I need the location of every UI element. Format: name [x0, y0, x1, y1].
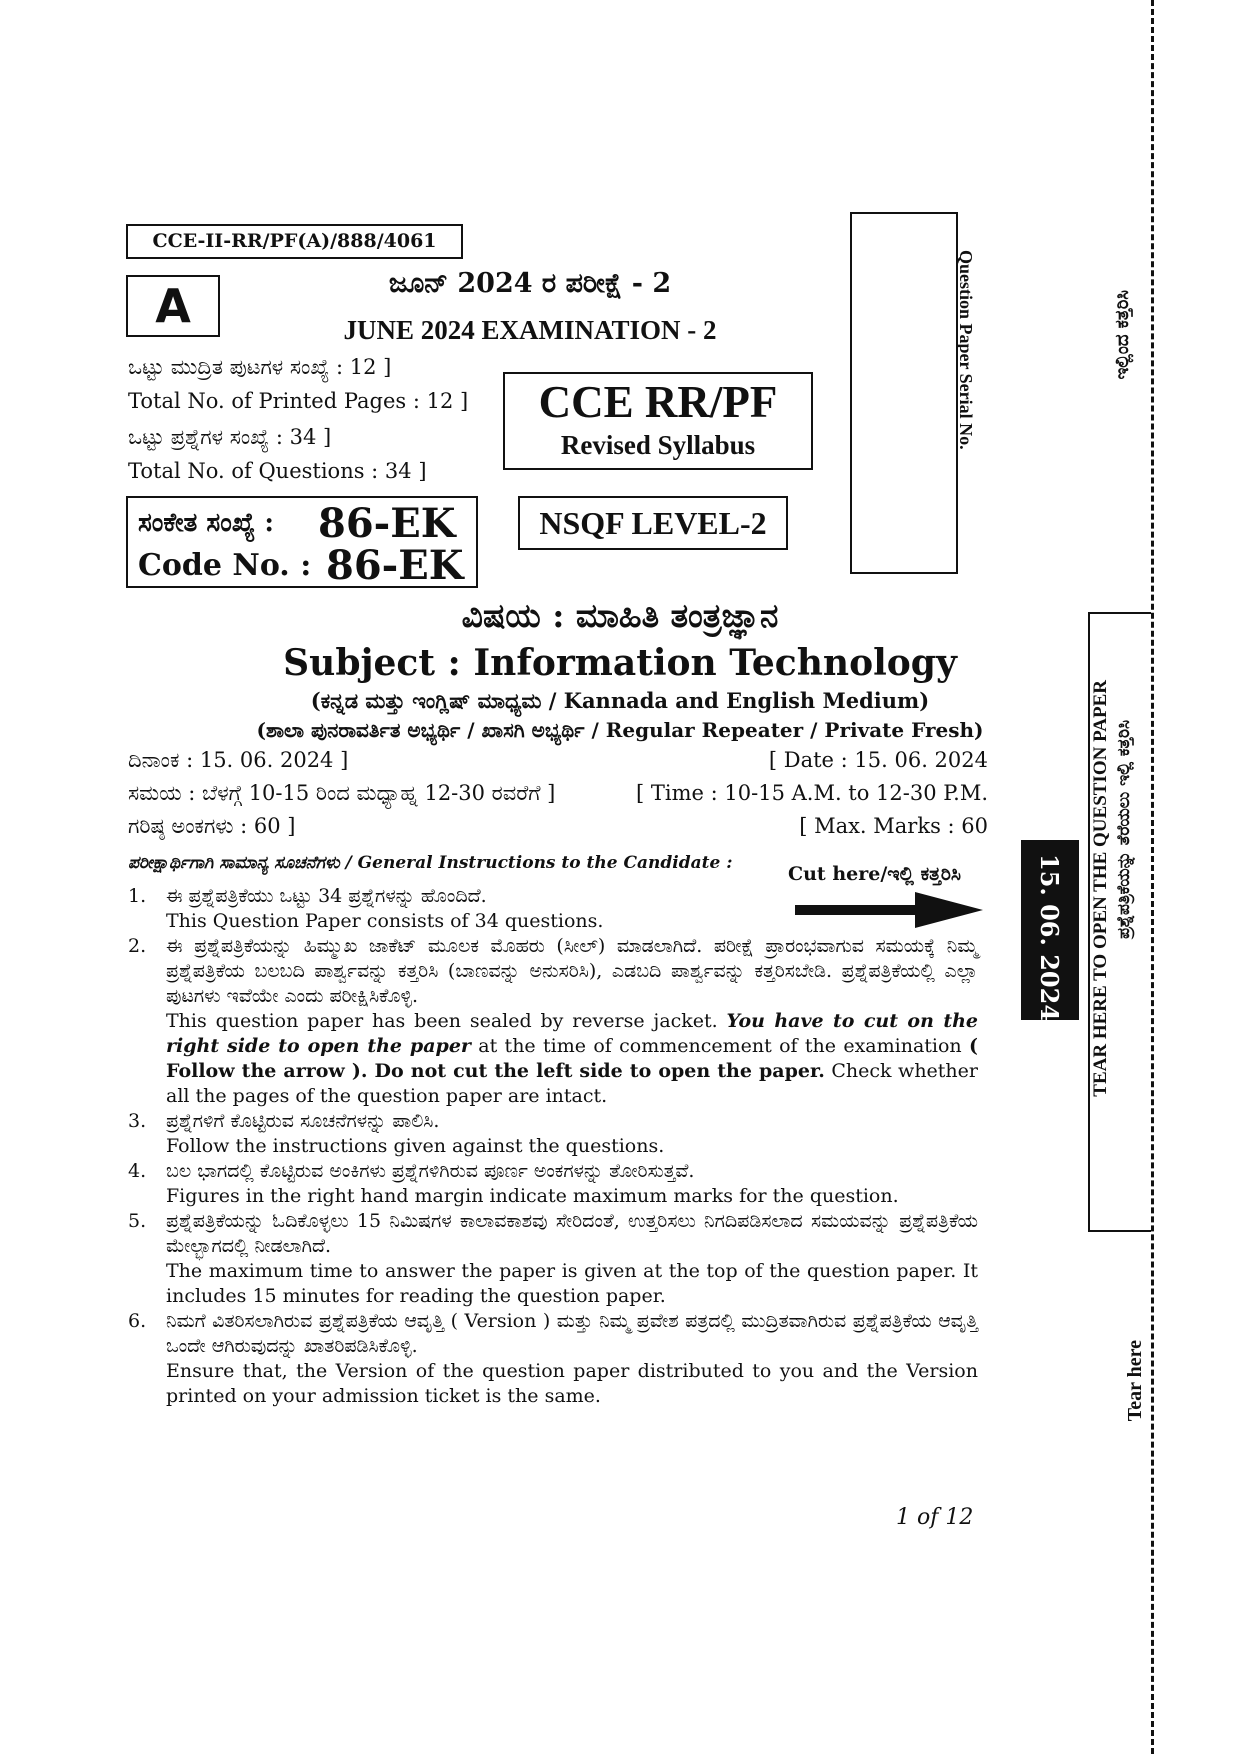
instructions-heading: ಪರೀಕ್ಷಾರ್ಥಿಗಾಗಿ ಸಾಮಾನ್ಯ ಸೂಚನೆಗಳು / General Instructions to the Candidate :	[128, 853, 733, 873]
tear-frame-bottom	[1088, 1230, 1151, 1232]
cce-box	[503, 372, 813, 470]
date-kannada: ದಿನಾಂಕ : 15. 06. 2024 ]	[128, 748, 349, 772]
tear-here-instruction	[1090, 680, 1112, 1102]
total-questions-kannada: ಒಟ್ಟು ಪ್ರಶ್ನೆಗಳ ಸಂಖ್ಯೆ : 34 ]	[128, 425, 332, 449]
marks-row	[128, 814, 988, 839]
cut-from-here-text: ಇಲ್ಲಿಂದ ಕತ್ತರಿಸಿ	[1112, 290, 1133, 380]
instruction-item	[128, 934, 978, 1109]
serial-number-box	[850, 212, 958, 574]
date-english: [ Date : 15. 06. 2024	[768, 748, 988, 772]
tear-here-instruction-text: TEAR HERE TO OPEN THE QUESTION PAPER	[1090, 680, 1111, 1097]
instruction-text-kannada: ಪ್ರಶ್ನೆಗಳಿಗೆ ಕೊಟ್ಟಿರುವ ಸೂಚನೆಗಳನ್ನು ಪಾಲಿಸಿ.	[166, 1110, 440, 1132]
date-badge	[1021, 840, 1079, 1020]
code-label-kannada: ಸಂಕೇತ ಸಂಖ್ಯೆ :	[138, 508, 274, 538]
instruction-text-english: This Question Paper consists of 34 questions.	[166, 910, 604, 932]
instruction-text-english: The maximum time to answer the paper is given at the top of the question paper. It includes 15 minutes for reading the question paper.	[166, 1260, 978, 1307]
instruction-text-english: Ensure that, the Version of the question paper distributed to you and the Version printed on your admission ticket is the same.	[166, 1360, 978, 1407]
date-badge-text: 15. 06. 2024	[1035, 854, 1064, 1022]
code-label-english: Code No. :	[138, 548, 312, 583]
instruction-number: 5.	[128, 1210, 147, 1232]
instruction-number: 4.	[128, 1160, 147, 1182]
tear-here-instruction-kannada	[1114, 720, 1134, 944]
cut-from-here-kannada	[1112, 290, 1133, 384]
page-number: 1 of 12	[896, 1505, 974, 1530]
instruction-number: 6.	[128, 1310, 147, 1332]
instruction-text-kannada: ಈ ಪ್ರಶ್ನೆಪತ್ರಿಕೆಯನ್ನು ಹಿಮ್ಮುಖ ಜಾಕೆಟ್ ಮೂಲಕ ಮೊಹರು (ಸೀಲ್) ಮಾಡಲಾಗಿದೆ. ಪರೀಕ್ಷೆ ಪ್ರಾರಂಭವಾಗುವ ಸಮಯಕ್ಕೆ ನಿಮ್ಮ ಪ್ರಶ್ನೆಪತ್ರಿಕೆಯ ಬಲಬದಿ ಪಾರ್ಶ್ವವನ್ನು ಕತ್ತರಿಸಿ (ಬಾಣವನ್ನು ಅನುಸರಿಸಿ), ಎಡಬದಿ ಪಾರ್ಶ್ವವನ್ನು ಕತ್ತರಿಸಬೇಡಿ. ಪ್ರಶ್ನೆಪತ್ರಿಕೆಯಲ್ಲಿ ಎಲ್ಲಾ ಪುಟಗಳು ಇವೆಯೇ ಎಂದು ಪರೀಕ್ಷಿಸಿಕೊಳ್ಳಿ.	[166, 935, 978, 1007]
code-number-box	[126, 496, 478, 588]
tear-here-text: Tear here	[1124, 1340, 1146, 1422]
version-letter: A	[126, 275, 220, 337]
cce-subtitle: Revised Syllabus	[560, 430, 756, 460]
serial-number-label	[955, 250, 985, 530]
cce-title: CCE RR/PF	[538, 377, 778, 427]
printed-pages-kannada: ಒಟ್ಟು ಮುದ್ರಿತ ಪುಟಗಳ ಸಂಖ್ಯೆ : 12 ]	[128, 355, 392, 379]
instruction-item	[128, 1309, 978, 1409]
instruction-item	[128, 884, 978, 934]
instruction-text-english: Figures in the right hand margin indicate maximum marks for the question.	[166, 1185, 899, 1207]
instruction-number: 3.	[128, 1110, 147, 1132]
instructions-list	[128, 884, 978, 1409]
candidate-type-line: (ಶಾಲಾ ಪುನರಾವರ್ತಿತ ಅಭ್ಯರ್ಥಿ / ಖಾಸಗಿ ಅಭ್ಯರ್ಥಿ / Regular Repeater / Private Fresh)	[256, 718, 984, 742]
instruction-item	[128, 1159, 978, 1209]
time-row	[128, 781, 988, 806]
subject-english: Subject : Information Technology	[283, 642, 957, 684]
code-value-english: 86-EK	[326, 542, 464, 589]
tear-dashed-line	[1151, 0, 1154, 1754]
subject-kannada: ವಿಷಯ : ಮಾಹಿತಿ ತಂತ್ರಜ್ಞಾನ	[461, 596, 779, 635]
tear-here-instruction-kannada-text: ಪ್ರಶ್ನೆಪತ್ರಿಕೆಯನ್ನು ತೆರೆಯಲು ಇಲ್ಲಿ ಕತ್ತರಿಸಿ	[1114, 720, 1134, 939]
cut-here-label: Cut here/ಇಲ್ಲಿ ಕತ್ತರಿಸಿ	[788, 863, 961, 885]
medium-line: (ಕನ್ನಡ ಮತ್ತು ಇಂಗ್ಲಿಷ್ ಮಾಧ್ಯಮ / Kannada and English Medium)	[310, 688, 930, 713]
marks-english: [ Max. Marks : 60	[799, 814, 988, 838]
instruction-item	[128, 1209, 978, 1309]
time-english: [ Time : 10-15 A.M. to 12-30 P.M.	[636, 781, 988, 805]
paper-code-reference: CCE-II-RR/PF(A)/888/4061	[126, 224, 463, 259]
serial-number-text: Question Paper Serial No.	[956, 250, 976, 450]
printed-pages-english: Total No. of Printed Pages : 12 ]	[128, 389, 469, 413]
tear-frame-top	[1088, 612, 1151, 614]
instruction-text-kannada: ಬಲ ಭಾಗದಲ್ಲಿ ಕೊಟ್ಟಿರುವ ಅಂಕಿಗಳು ಪ್ರಶ್ನೆಗಳಿಗಿರುವ ಪೂರ್ಣ ಅಂಕಗಳನ್ನು ತೋರಿಸುತ್ತವೆ.	[166, 1160, 695, 1182]
nsqf-level-box: NSQF LEVEL-2	[518, 496, 788, 550]
instruction-text-kannada: ನಿಮಗೆ ವಿತರಿಸಲಾಗಿರುವ ಪ್ರಶ್ನೆಪತ್ರಿಕೆಯ ಆವೃತ್ತಿ ( Version ) ಮತ್ತು ನಿಮ್ಮ ಪ್ರವೇಶ ಪತ್ರದಲ್ಲಿ ಮುದ್ರಿತವಾಗಿರುವ ಪ್ರಶ್ನೆಪತ್ರಿಕೆಯ ಆವೃತ್ತಿ ಒಂದೇ ಆಗಿರುವುದನ್ನು ಖಾತರಿಪಡಿಸಿಕೊಳ್ಳಿ.	[166, 1310, 978, 1357]
total-questions-english: Total No. of Questions : 34 ]	[128, 459, 427, 483]
exam-title-english: JUNE 2024 EXAMINATION - 2	[343, 315, 717, 345]
instruction-text-english: This question paper has been sealed by reverse jacket. You have to cut on the right side to open the paper at the time of commencement of the examination ( Follow the arrow ). Do not cut the left side to open the paper. Check whether all the pages of the question paper are intact.	[166, 1010, 978, 1107]
instruction-number: 2.	[128, 935, 147, 957]
instruction-number: 1.	[128, 885, 147, 907]
instruction-text-english: Follow the instructions given against the questions.	[166, 1135, 665, 1157]
code-value-kannada: 86-EK	[318, 500, 456, 547]
tear-here-label	[1124, 1340, 1147, 1426]
instruction-text-kannada: ಈ ಪ್ರಶ್ನೆಪತ್ರಿಕೆಯು ಒಟ್ಟು 34 ಪ್ರಶ್ನೆಗಳನ್ನು ಹೊಂದಿದೆ.	[166, 885, 487, 907]
instruction-text-kannada: ಪ್ರಶ್ನೆಪತ್ರಿಕೆಯನ್ನು ಓದಿಕೊಳ್ಳಲು 15 ನಿಮಿಷಗಳ ಕಾಲಾವಕಾಶವು ಸೇರಿದಂತೆ, ಉತ್ತರಿಸಲು ನಿಗದಿಪಡಿಸಲಾದ ಸಮಯವನ್ನು ಪ್ರಶ್ನೆಪತ್ರಿಕೆಯ ಮೇಲ್ಭಾಗದಲ್ಲಿ ನೀಡಲಾಗಿದೆ.	[166, 1210, 978, 1257]
time-kannada: ಸಮಯ : ಬೆಳಗ್ಗೆ 10-15 ರಿಂದ ಮಧ್ಯಾಹ್ನ 12-30 ರವರೆಗೆ ]	[128, 781, 556, 805]
exam-title-kannada: ಜೂನ್ 2024 ರ ಪರೀಕ್ಷೆ - 2	[388, 268, 672, 299]
marks-kannada: ಗರಿಷ್ಠ ಅಂಕಗಳು : 60 ]	[128, 814, 296, 838]
date-row	[128, 748, 988, 773]
instruction-item	[128, 1109, 978, 1159]
